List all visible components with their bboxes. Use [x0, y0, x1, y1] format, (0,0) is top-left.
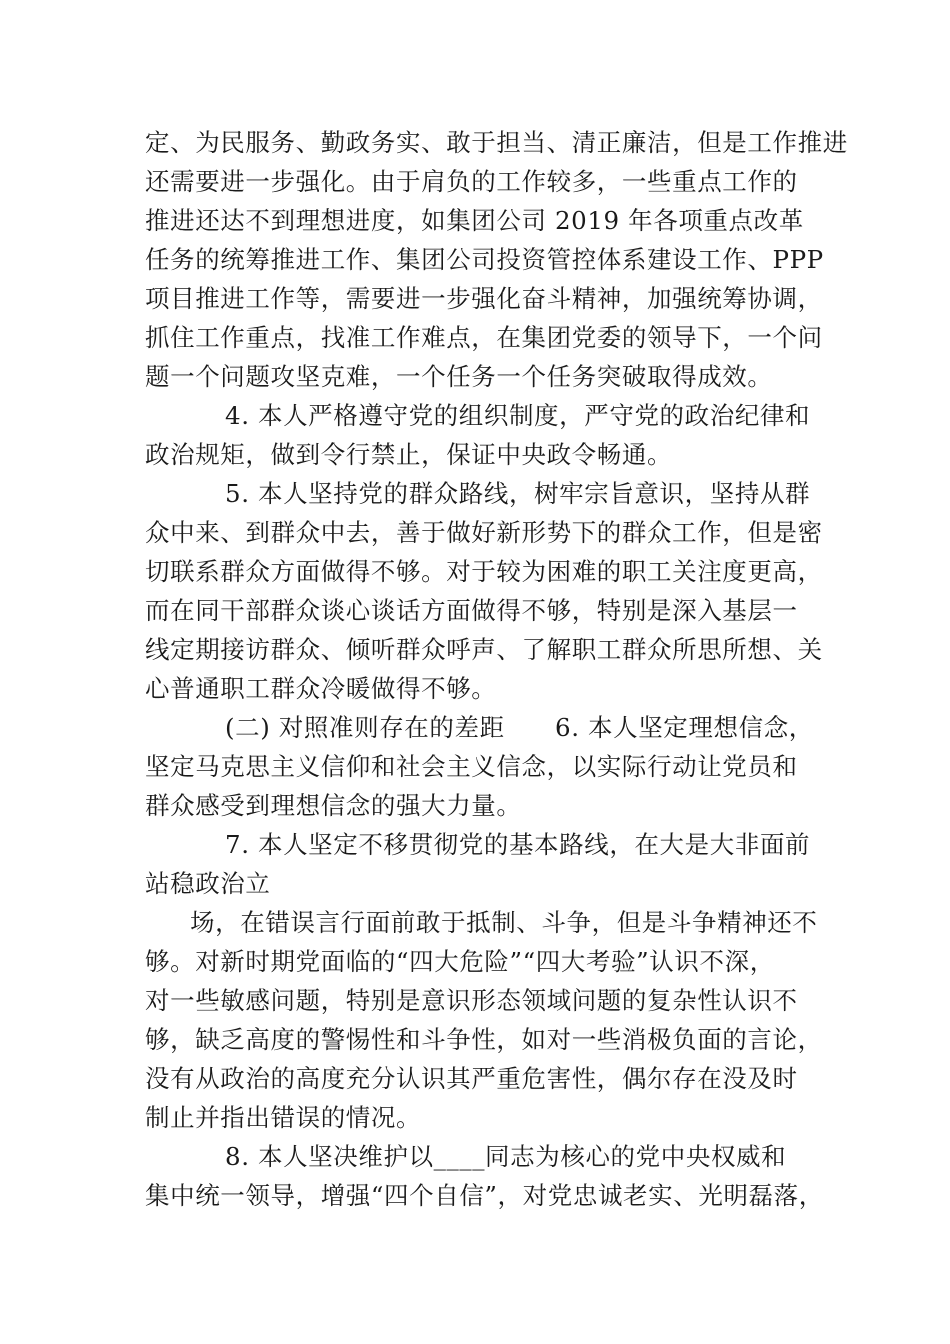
text-line: 定、为民服务、勤政务实、敢于担当、清正廉洁，但是工作推进	[145, 128, 848, 157]
text-line: 场，在错误言行面前敢于抵制、斗争，但是斗争精神还不	[190, 908, 818, 937]
text-line: 项目推进工作等，需要进一步强化奋斗精神，加强统筹协调，	[145, 284, 823, 313]
text-line: 群众感受到理想信念的强大力量。	[145, 791, 522, 820]
text-line: 制止并指出错误的情况。	[145, 1103, 422, 1132]
text-line: 而在同干部群众谈心谈话方面做得不够，特别是深入基层一	[145, 596, 798, 625]
text-line: 切联系群众方面做得不够。对于较为困难的职工关注度更高，	[145, 557, 823, 586]
text-line: 坚定马克思主义信仰和社会主义信念，以实际行动让党员和	[145, 752, 798, 781]
text-line: 线定期接访群众、倾听群众呼声、了解职工群众所思所想、关	[145, 635, 823, 664]
text-line: 抓住工作重点，找准工作难点，在集团党委的领导下，一个问	[145, 323, 823, 352]
text-line: 推进还达不到理想进度，如集团公司 2019 年各项重点改革	[145, 206, 804, 235]
section-heading-line: (二) 对照准则存在的差距 6. 本人坚定理想信念，	[225, 713, 814, 742]
text-line: 对一些敏感问题，特别是意识形态领域问题的复杂性认识不	[145, 986, 798, 1015]
paragraph-8-start: 8. 本人坚决维护以____同志为核心的党中央权威和	[225, 1142, 787, 1171]
text-line: 政治规矩，做到令行禁止，保证中央政令畅通。	[145, 440, 673, 469]
text-line: 还需要进一步强化。由于肩负的工作较多，一些重点工作的	[145, 167, 798, 196]
text-line: 众中来、到群众中去，善于做好新形势下的群众工作，但是密	[145, 518, 823, 547]
text-line: 站稳政治立	[145, 869, 271, 898]
paragraph-7-start: 7. 本人坚定不移贯彻党的基本路线，在大是大非面前	[225, 830, 811, 859]
paragraph-5-start: 5. 本人坚持党的群众路线，树牢宗旨意识，坚持从群	[225, 479, 811, 508]
text-line: 集中统一领导，增强“四个自信”，对党忠诚老实、光明磊落，	[145, 1181, 824, 1210]
text-line: 没有从政治的高度充分认识其严重危害性，偶尔存在没及时	[145, 1064, 798, 1093]
text-line: 够，缺乏高度的警惕性和斗争性，如对一些消极负面的言论，	[145, 1025, 823, 1054]
text-line: 够。对新时期党面临的“四大危险”“四大考验”认识不深，	[145, 947, 775, 976]
text-line: 任务的统筹推进工作、集团公司投资管控体系建设工作、PPP	[145, 245, 824, 274]
paragraph-4-start: 4. 本人严格遵守党的组织制度，严守党的政治纪律和	[225, 401, 811, 430]
text-line: 心普通职工群众冷暖做得不够。	[145, 674, 497, 703]
text-line: 题一个问题攻坚克难，一个任务一个任务突破取得成效。	[145, 362, 773, 391]
